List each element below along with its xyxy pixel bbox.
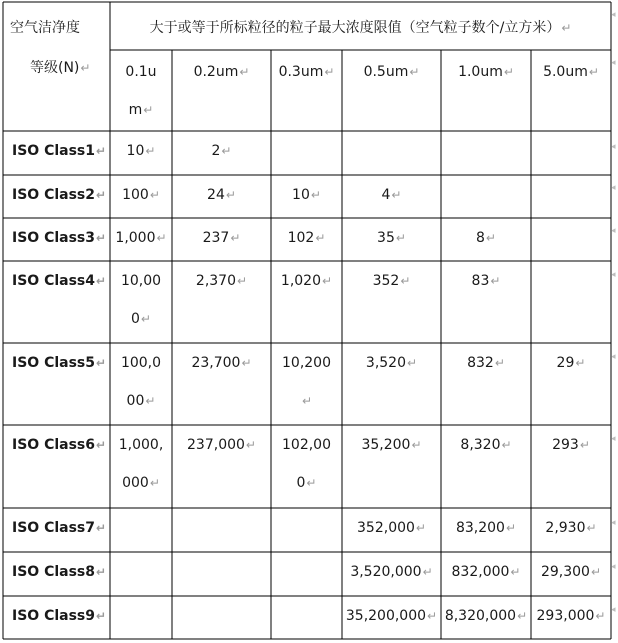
table-cell: 102↵ xyxy=(287,230,326,246)
paragraph-mark-icon: ↵ xyxy=(411,438,422,452)
cell-end-marker-icon: ◂ xyxy=(611,352,616,362)
row-label: ISO Class4↵ xyxy=(12,273,107,289)
table-cell: 10,200 xyxy=(282,355,331,371)
paragraph-mark-icon: ↵ xyxy=(145,144,156,158)
group-header: 大于或等于所标粒径的粒子最大浓度限值（空气粒子数个/立方米）↵ xyxy=(149,20,572,36)
table-cell: 8↵ xyxy=(476,230,496,246)
table-cell: 293↵ xyxy=(552,437,590,453)
column-header: m↵ xyxy=(128,102,154,118)
paragraph-mark-icon: ↵ xyxy=(315,231,326,245)
table-cell xyxy=(271,381,342,421)
column-header: 0.3um↵ xyxy=(278,64,335,80)
cell-end-marker-icon: ◂ xyxy=(611,226,616,236)
cell-end-marker-icon: ◂ xyxy=(611,605,616,615)
paragraph-mark-icon: ↵ xyxy=(230,231,241,245)
corner-header-line1: 空气洁净度 xyxy=(10,20,80,36)
paragraph-mark-icon: ↵ xyxy=(241,356,252,370)
table-cell: 1,000, xyxy=(118,437,164,453)
paragraph-mark-icon: ↵ xyxy=(501,438,512,452)
table-cell: 83,200↵ xyxy=(455,520,517,536)
paragraph-mark-icon: ↵ xyxy=(239,65,250,79)
table-cell: 4↵ xyxy=(381,187,402,203)
table-cell: 8,320↵ xyxy=(460,437,512,453)
paragraph-mark-icon: ↵ xyxy=(96,438,107,452)
table-cell: 832,000↵ xyxy=(451,564,521,580)
cell-end-marker-icon: ◂ xyxy=(611,434,616,444)
table-cell: 8,320,000↵ xyxy=(444,608,528,624)
table-cell: 10↵ xyxy=(126,143,156,159)
table-cell: 832↵ xyxy=(467,355,505,371)
paragraph-mark-icon: ↵ xyxy=(505,521,517,535)
paragraph-mark-icon: ↵ xyxy=(561,21,572,35)
paragraph-mark-icon: ↵ xyxy=(579,438,590,452)
row-label: ISO Class7↵ xyxy=(12,520,107,536)
cell-end-marker-icon: ◂ xyxy=(611,58,616,68)
table-cell: 10,00 xyxy=(120,273,162,289)
cell-end-marker-icon: ◂ xyxy=(611,518,616,528)
paragraph-mark-icon: ↵ xyxy=(415,521,426,535)
paragraph-mark-icon: ↵ xyxy=(156,231,167,245)
paragraph-mark-icon: ↵ xyxy=(391,188,402,202)
paragraph-mark-icon: ↵ xyxy=(145,394,156,408)
table-cell: 2↵ xyxy=(211,143,232,159)
paragraph-mark-icon: ↵ xyxy=(400,274,411,288)
cell-end-marker-icon: ◂ xyxy=(611,10,616,20)
paragraph-mark-icon: ↵ xyxy=(143,103,154,117)
paragraph-mark-icon: ↵ xyxy=(149,476,160,490)
paragraph-mark-icon: ↵ xyxy=(306,476,317,490)
paragraph-mark-icon: ↵ xyxy=(237,274,248,288)
column-header: 0.2um↵ xyxy=(193,64,250,80)
table-cell: 100↵ xyxy=(122,187,160,203)
table-cell: 29↵ xyxy=(556,355,586,371)
paragraph-mark-icon: ↵ xyxy=(409,65,420,79)
paragraph-mark-icon: ↵ xyxy=(221,144,232,158)
row-label: ISO Class8↵ xyxy=(12,564,107,580)
paragraph-mark-icon: ↵ xyxy=(80,61,91,75)
paragraph-mark-icon: ↵ xyxy=(503,65,514,79)
cell-end-marker-icon: ◂ xyxy=(611,270,616,280)
paragraph-mark-icon: ↵ xyxy=(96,274,107,288)
table-cell: 2,930↵ xyxy=(545,520,597,536)
table-cell: 1,000↵ xyxy=(115,230,167,246)
table-cell: 35↵ xyxy=(377,230,406,246)
table-cell: 35,200,000↵ xyxy=(345,608,438,624)
row-label: ISO Class3↵ xyxy=(12,230,107,246)
paragraph-mark-icon: ↵ xyxy=(517,609,528,623)
table-cell: 2,370↵ xyxy=(195,273,248,289)
table-cell: 102,00 xyxy=(282,437,331,453)
paragraph-mark-icon: ↵ xyxy=(245,438,256,452)
paragraph-mark-icon: ↵ xyxy=(322,274,333,288)
table-cell: 29,300↵ xyxy=(540,564,602,580)
paragraph-mark-icon: ↵ xyxy=(301,394,313,408)
row-label: ISO Class5↵ xyxy=(12,355,107,371)
paragraph-mark-icon: ↵ xyxy=(140,312,151,326)
table-cell: 237,000↵ xyxy=(187,437,256,453)
paragraph-mark-icon: ↵ xyxy=(588,65,599,79)
cell-end-marker-icon: ◂ xyxy=(611,142,616,152)
table-cell: 0↵ xyxy=(296,475,317,491)
table-cell: 00↵ xyxy=(126,393,156,409)
column-header: 5.0um↵ xyxy=(543,64,599,80)
paragraph-mark-icon: ↵ xyxy=(407,356,418,370)
paragraph-mark-icon: ↵ xyxy=(324,65,335,79)
paragraph-mark-icon: ↵ xyxy=(485,231,496,245)
paragraph-mark-icon: ↵ xyxy=(96,188,107,202)
paragraph-mark-icon: ↵ xyxy=(590,565,602,579)
table-cell: 352↵ xyxy=(372,273,411,289)
column-header: 0.1u xyxy=(125,64,157,80)
paragraph-mark-icon: ↵ xyxy=(494,356,505,370)
paragraph-mark-icon: ↵ xyxy=(96,356,107,370)
table-cell: 293,000↵ xyxy=(536,608,606,624)
cell-end-marker-icon: ◂ xyxy=(611,562,616,572)
table-cell: 23,700↵ xyxy=(191,355,252,371)
paragraph-mark-icon: ↵ xyxy=(149,188,160,202)
paragraph-mark-icon: ↵ xyxy=(575,356,586,370)
row-label: ISO Class2↵ xyxy=(12,187,107,203)
table-cell: 3,520,000↵ xyxy=(350,564,433,580)
paragraph-mark-icon: ↵ xyxy=(310,188,321,202)
table-cell: 352,000↵ xyxy=(357,520,426,536)
paragraph-mark-icon: ↵ xyxy=(422,565,433,579)
paragraph-mark-icon: ↵ xyxy=(490,274,501,288)
paragraph-mark-icon: ↵ xyxy=(586,521,597,535)
paragraph-mark-icon: ↵ xyxy=(96,144,107,158)
paragraph-mark-icon: ↵ xyxy=(225,188,236,202)
table-cell: 10↵ xyxy=(292,187,321,203)
table-cell: 35,200↵ xyxy=(361,437,422,453)
row-label: ISO Class1↵ xyxy=(12,143,107,159)
paragraph-mark-icon: ↵ xyxy=(595,609,606,623)
row-label: ISO Class9↵ xyxy=(12,608,107,624)
paragraph-mark-icon: ↵ xyxy=(510,565,521,579)
table-cell: 24↵ xyxy=(207,187,236,203)
table-cell: 83↵ xyxy=(471,273,501,289)
paragraph-mark-icon: ↵ xyxy=(395,231,406,245)
table-cell: 100,0 xyxy=(120,355,162,371)
table-cell: 0↵ xyxy=(131,311,151,327)
paragraph-mark-icon: ↵ xyxy=(96,609,107,623)
corner-header-line2: 等级(N)↵ xyxy=(30,60,91,76)
table-cell: 000↵ xyxy=(122,475,160,491)
paragraph-mark-icon: ↵ xyxy=(96,231,107,245)
column-header: 0.5um↵ xyxy=(363,64,420,80)
table-cell: 1,020↵ xyxy=(280,273,333,289)
paragraph-mark-icon: ↵ xyxy=(96,521,107,535)
column-header: 1.0um↵ xyxy=(458,64,514,80)
table-cell: 237↵ xyxy=(202,230,241,246)
cell-end-marker-icon: ◂ xyxy=(611,183,616,193)
row-label: ISO Class6↵ xyxy=(12,437,107,453)
table-cell: 3,520↵ xyxy=(365,355,418,371)
paragraph-mark-icon: ↵ xyxy=(427,609,438,623)
paragraph-mark-icon: ↵ xyxy=(96,565,107,579)
